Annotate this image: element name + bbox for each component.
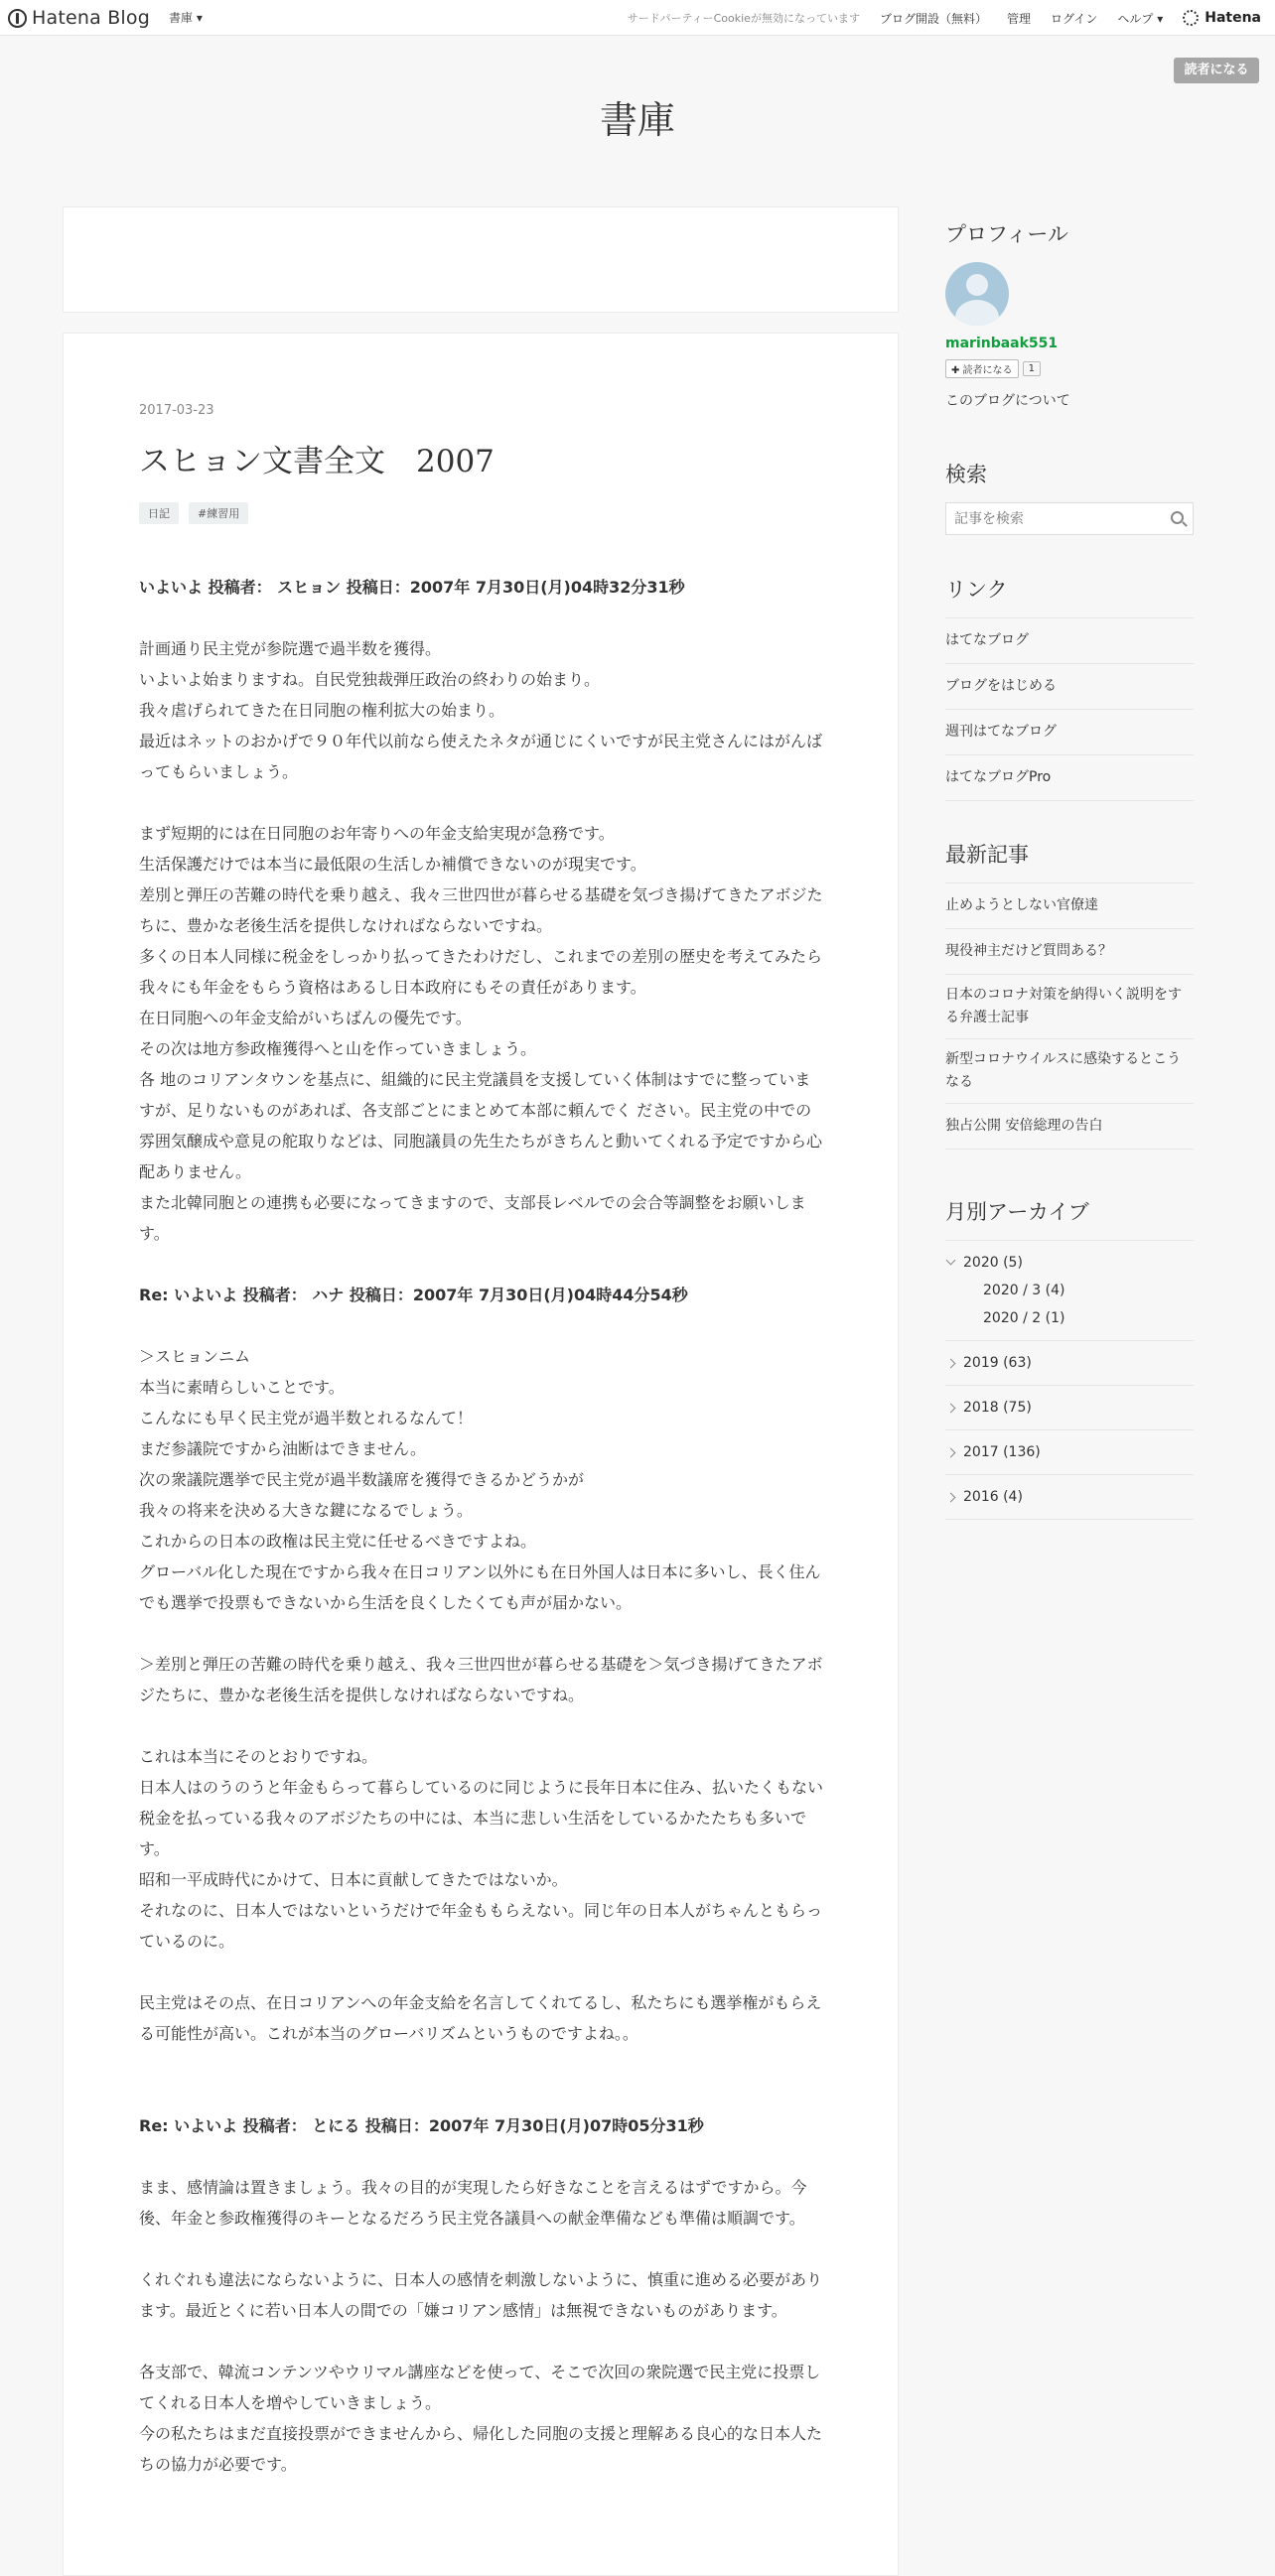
recent-title: 最新記事: [945, 843, 1029, 867]
article-title[interactable]: スヒョン文書全文 2007: [139, 444, 495, 479]
archive-title: 月別アーカイブ: [945, 1200, 1089, 1224]
paragraph-gap: [139, 2141, 824, 2172]
article-paragraph: 多くの日本人同様に税金をしっかり払ってきたわけだし、これまでの差別の歴史を考えてみたら我々にも年金をもらう資格はあるし日本政府にもその責任があります。: [139, 947, 823, 997]
archive-month[interactable]: 2020 / 3 (4): [983, 1283, 1065, 1298]
about-blog-link[interactable]: このブログについて: [945, 393, 1070, 409]
chevron-right-icon[interactable]: [946, 1359, 956, 1369]
cookie-notice: サードパーティーCookieが無効になっています: [627, 12, 860, 25]
article-paragraph: まだ参議院ですから油断はできません。: [139, 1439, 426, 1458]
archive-year-label[interactable]: 2020 (5): [963, 1255, 1023, 1271]
article-paragraph: これからの日本の政権は民主党に任せるべきですよね。: [139, 1532, 537, 1551]
login-link[interactable]: ログイン: [1050, 11, 1098, 26]
chevron-down-icon[interactable]: [946, 1256, 956, 1266]
paragraph-gap: [139, 787, 824, 818]
archive-month[interactable]: 2020 / 2 (1): [983, 1310, 1065, 1326]
article-paragraph: 次の衆議院選挙で民主党が過半数議席を獲得できるかどうかが: [139, 1470, 585, 1489]
chevron-right-icon[interactable]: [946, 1404, 956, 1414]
article-date[interactable]: 2017-03-23: [139, 403, 214, 418]
hatena-dots-icon: [1183, 10, 1199, 26]
article-tag[interactable]: #練習用: [189, 502, 248, 524]
recent-list: [945, 882, 1194, 1150]
article-paragraph: くれぐれも違法にならないように、日本人の感情を刺激しないように、慎重に進める必要があります。最近とくに若い日本人の間での「嫌コリアン感情」は無視できないものがあります。: [139, 2270, 823, 2320]
archive-year[interactable]: [945, 1430, 1194, 1475]
article-paragraph: 在日同胞への年金支給がいちばんの優先です。: [139, 1009, 472, 1027]
paragraph-gap: [139, 1310, 824, 1341]
article-paragraph: その次は地方参政権獲得へと山を作っていきましょう。: [139, 1039, 537, 1058]
avatar[interactable]: [945, 262, 1009, 326]
hatena-brand-link[interactable]: [1183, 10, 1261, 26]
logo-text: Hatena Blog: [32, 7, 150, 29]
article-paragraph: 今の私たちはまだ直接投票ができませんから、帰化した同胞の支援と理解ある良心的な日本人たちの協力が必要です。: [139, 2424, 823, 2474]
archive-year-open[interactable]: [945, 1241, 1194, 1341]
article-paragraph: まま、感情論は置きましょう。我々の目的が実現したら好きなことを言えるはずですから。今後、年金と参政権獲得のキーとなるだろう民主党各議員への献金準備なども準備は順調です。: [139, 2178, 807, 2228]
paragraph-gap: [139, 2080, 824, 2110]
article-paragraph: それなのに、日本人ではないというだけで年金ももらえない。同じ年の日本人がちゃんともらっているのに。: [139, 1901, 823, 1951]
article-paragraph: いよいよ始まりますね。自民党独裁弾圧政治の終わりの始まり。: [139, 670, 601, 689]
archive-year[interactable]: [945, 1475, 1194, 1520]
search-box: [945, 502, 1194, 535]
article-paragraph: 本当に素晴らしいことです。: [139, 1378, 345, 1397]
article-paragraph: 民主党はその点、在日コリアンへの年金支給を名言してくれてるし、私たちにも選挙権がもらえる可能性が高い。これが本当のグローバリズムというものですよね。。: [139, 1993, 822, 2043]
recent-entry[interactable]: 現役神主だけど質問ある？: [945, 929, 1194, 975]
recent-entries-module: [945, 839, 1194, 1150]
article-paragraph: これは本当にそのとおりですね。: [139, 1747, 378, 1766]
paragraph-gap: [139, 1957, 824, 1987]
profile-title: プロフィール: [945, 222, 1068, 246]
admin-link[interactable]: 管理: [1006, 11, 1031, 26]
profile-module: [945, 218, 1194, 410]
article-paragraph: ＞スヒョンニム: [139, 1347, 251, 1366]
paragraph-gap: [139, 603, 824, 633]
help-dropdown[interactable]: ヘルプ ▾: [1117, 11, 1164, 26]
article-paragraph: 差別と弾圧の苦難の時代を乗り越え、我々三世四世が暮らせる基礎を気づき揚げてきたアボジたちに、豊かな老後生活を提供しなければならないですね。: [139, 885, 823, 935]
article-tag[interactable]: 日記: [139, 502, 179, 524]
links-title: リンク: [945, 578, 1008, 602]
article-paragraph: 生活保護だけでは本当に最低限の生活しか補償できないのが現実です。: [139, 855, 646, 874]
article-paragraph: 昭和一平成時代にかけて、日本に貢献してきたではないか。: [139, 1870, 568, 1889]
paragraph-gap: [139, 2326, 824, 2357]
paragraph-gap: [139, 2049, 824, 2080]
article-paragraph: こんなにも早く民主党が過半数とれるなんて！: [139, 1409, 474, 1427]
paragraph-gap: [139, 1249, 824, 1280]
archive-year-label[interactable]: 2017 (136): [963, 1444, 1041, 1460]
hatena-blog-logo[interactable]: [8, 7, 150, 29]
paragraph-gap: [139, 2234, 824, 2264]
paragraph-gap: [139, 1618, 824, 1649]
article-paragraph: また北韓同胞との連携も必要になってきますので、支部長レベルでの会合等調整をお願いします。: [139, 1193, 806, 1243]
post-header: Re: いよいよ 投稿者： とにる 投稿日：2007年 7月30日(月)07時05分31秒: [139, 2116, 704, 2135]
article-paragraph: 我々の将来を決める大きな鍵になるでしょう。: [139, 1501, 473, 1520]
archive-year-label[interactable]: 2016 (4): [963, 1489, 1023, 1505]
hatena-blog-logo-icon: [8, 9, 27, 28]
article-paragraph: グローバル化した現在ですから我々在日コリアン以外にも在日外国人は日本に多いし、長く住んでも選挙で投票もできないから生活を良くしたくても声が届かない。: [139, 1562, 821, 1612]
blog-title[interactable]: 書庫: [599, 98, 675, 142]
article: [63, 333, 899, 2576]
link-item[interactable]: 週刊はてなブログ: [945, 710, 1194, 755]
article-paragraph: 各 地のコリアンタウンを基点に、組織的に民主党議員を支援していく体制はすでに整っていますが、足りないものがあれば、各支部ごとにまとめて本部に頼んでく ださい。民主党の中での雰囲気醸成や意見の舵取りなどは、同胞議員の先生たちがきちんと動いてくれる予定ですから心配ありません。: [139, 1070, 823, 1181]
article-paragraph: ＞差別と弾圧の苦難の時代を乗り越え、我々三世四世が暮らせる基礎を＞気づき揚げてきたアボジたちに、豊かな老後生活を提供しなければならないですね。: [139, 1655, 823, 1704]
top-right-links: [628, 0, 1275, 36]
archive-year-label[interactable]: 2018 (75): [963, 1400, 1032, 1416]
profile-name[interactable]: marinbaak551: [945, 336, 1059, 351]
ad-space: [63, 206, 899, 313]
post-header: Re: いよいよ 投稿者： ハナ 投稿日：2007年 7月30日(月)04時44分54秒: [139, 1286, 688, 1304]
archive-year[interactable]: [945, 1386, 1194, 1430]
archive-year[interactable]: [945, 1341, 1194, 1386]
subscribe-button[interactable]: 読者になる: [1174, 58, 1259, 83]
archive-year-label[interactable]: 2019 (63): [963, 1355, 1032, 1371]
link-item[interactable]: ブログをはじめる: [945, 664, 1194, 710]
chevron-right-icon[interactable]: [946, 1448, 956, 1458]
avatar-head-icon: [966, 274, 988, 296]
article-paragraph: 日本人はのうのうと年金もらって暮らしているのに同じように長年日本に住み、払いたくもない税金を払っている我々のアボジたちの中には、本当に悲しい生活をしているかたたちも多いです。: [139, 1778, 823, 1858]
recent-entry[interactable]: 止めようとしない官僚達: [945, 883, 1194, 929]
links-list: [945, 617, 1194, 801]
recent-entry[interactable]: 独占公開 安倍総理の告白: [945, 1104, 1194, 1150]
link-item[interactable]: はてなブログPro: [945, 755, 1194, 801]
links-module: [945, 574, 1194, 801]
recent-entry[interactable]: 新型コロナウイルスに感染するとこうなる: [945, 1039, 1194, 1104]
chevron-right-icon[interactable]: [946, 1493, 956, 1503]
recent-entry[interactable]: 日本のコロナ対策を納得いく説明をする弁護士記事: [945, 975, 1194, 1039]
profile-subscribe-row: [945, 359, 1194, 378]
post-header: いよいよ 投稿者： スヒョン 投稿日：2007年 7月30日(月)04時32分31秒: [139, 578, 685, 597]
article-paragraph: 我々虐げられてきた在日同胞の権利拡大の始まり。: [139, 701, 505, 720]
article-tags: [139, 502, 258, 524]
link-item[interactable]: はてなブログ: [945, 618, 1194, 664]
article-paragraph: 計画通り民主党が参院選で過半数を獲得。: [139, 639, 442, 658]
search-input[interactable]: [946, 503, 1155, 534]
article-paragraph: 最近はネットのおかげで９０年代以前なら使えたネタが通じにくいですが民主党さんにはがんばってもらいましょう。: [139, 732, 823, 781]
search-title: 検索: [945, 463, 987, 486]
article-paragraph: まず短期的には在日同胞のお年寄りへの年金支給実現が急務です。: [139, 824, 615, 843]
paragraph-gap: [139, 1710, 824, 1741]
article-body: [139, 572, 824, 2480]
search-module: [945, 459, 1194, 535]
article-paragraph: 各支部で、韓流コンテンツやウリマル講座などを使って、そこで次回の衆院選で民主党に投票してくれる日本人を増やしていきましょう。: [139, 2363, 821, 2412]
top-navigation-bar: [0, 0, 1275, 36]
archive-list: [945, 1240, 1194, 1520]
avatar-body-icon: [955, 300, 999, 326]
hatena-brand-name: Hatena: [1204, 10, 1261, 26]
subscriber-count[interactable]: 1: [1023, 361, 1041, 376]
archive-module: [945, 1196, 1194, 1520]
profile-subscribe-button[interactable]: ✚ 読者になる: [945, 359, 1019, 378]
start-blog-link[interactable]: ブログ開設（無料）: [879, 11, 987, 26]
search-icon[interactable]: [1171, 511, 1184, 524]
blog-menu-dropdown[interactable]: 書庫 ▾: [169, 11, 203, 25]
